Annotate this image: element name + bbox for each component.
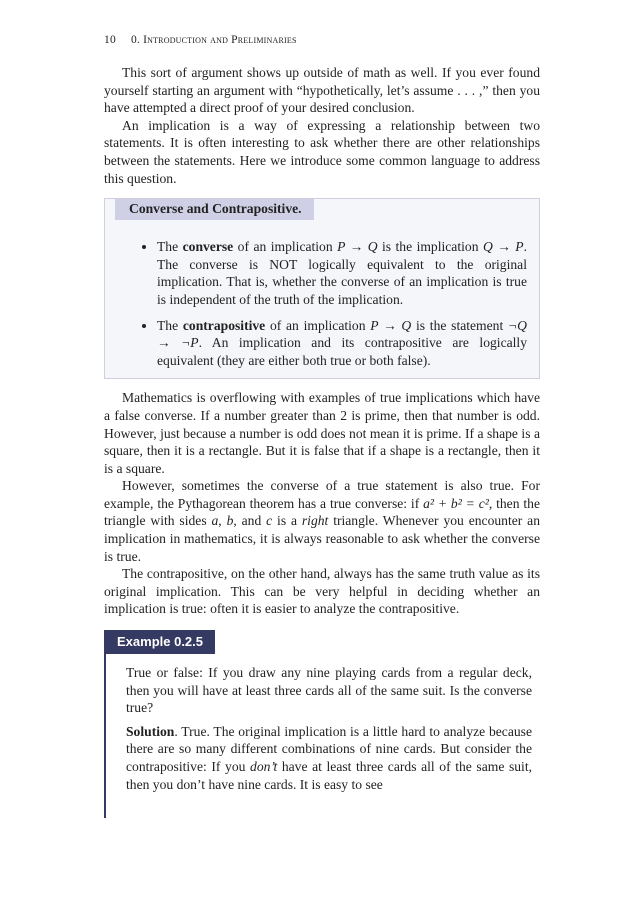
chapter-title: 0. Introduction and Preliminaries: [130, 34, 297, 46]
definition-item-contrapositive: [157, 317, 539, 370]
paragraph-3: Mathematics is overflowing with examples of true implications which have a false converse. If a number greater than 2 is prime, then that number is odd. However, just because a number is odd does not mean it is prime. If a shape is a square, then it is a rectangle. But it is false that if a shape is a rectangle, then it is a square.: [104, 390, 540, 476]
paragraph-2: An implication is a way of expressing a relationship between two statements. It is often interesting to ask whether there are other relationships between the statements. Here we introduce some common language to address this question.: [104, 117, 540, 186]
text: ,: [218, 513, 227, 529]
text: of an implication: [233, 239, 338, 255]
paragraph-5: The contrapositive, on the other hand, always has the same truth value as its original implication. This can be very helpful in deciding whether an implication is true: often it is easier to analyze the contrapositive.: [104, 566, 540, 617]
page-content: [104, 64, 540, 818]
text: . True. The original implication is a little hard to analyze because there are so many different combinations of nine cards. But consider the contrapositive: If you: [126, 723, 532, 774]
definition-item-converse: [157, 238, 539, 308]
definition-list: [105, 238, 539, 369]
example-question: True or false: If you draw any nine playing cards from a regular deck, then you will have at least three cards all of the same suit. Is the converse true?: [126, 665, 532, 716]
paragraph-4: [104, 477, 540, 565]
math: Q → P: [482, 239, 524, 255]
math: a: [211, 513, 219, 529]
text: , then the triangle with sides: [104, 495, 540, 529]
text: , and: [233, 513, 267, 529]
text: . An implication and its contrapositive are logically equivalent (they are either both true or both false).: [157, 335, 527, 368]
text: is the implication: [377, 239, 483, 255]
math: a² + b² = c²: [423, 495, 489, 511]
text: of an implication: [265, 317, 371, 333]
math: P → Q: [337, 239, 378, 255]
definition-box: [104, 198, 540, 379]
math: ¬Q → ¬P: [157, 317, 527, 351]
text: The: [157, 317, 183, 333]
paragraph-1: This sort of argument shows up outside of math as well. If you ever found yourself starting an argument with “hypothetically, let’s assume . . . ,” then you have attempted a direct proof of your desired conclusion.: [104, 65, 540, 116]
example-body: [104, 654, 540, 818]
example-solution: [126, 723, 532, 793]
text: triangle. Whenever you encounter an implication in mathematics, it is always reasonable to ask whether the converse is true.: [104, 513, 541, 564]
math: b: [226, 513, 234, 529]
page-number: 10: [104, 34, 116, 46]
emphasis: don’t: [250, 759, 278, 774]
text: is the statement: [411, 317, 508, 333]
math: c: [266, 513, 273, 529]
text: However, sometimes the converse of a true statement is also true. For example, the Pythagorean theorem has a true converse: if: [104, 478, 540, 511]
emphasis: right: [301, 513, 329, 529]
text: . The converse is NOT logically equivalent to the original implication. That is, whether the converse of an implication is true is independent of the truth of the implication.: [157, 239, 527, 307]
math: P → Q: [370, 317, 412, 333]
example-box: [104, 630, 540, 818]
text: have at least three cards all of the same suit, then you don’t have nine cards. It is easy to see: [126, 759, 532, 792]
text: is a: [272, 513, 302, 529]
solution-label: Solution: [126, 723, 175, 739]
page-header: [104, 34, 297, 46]
text: The: [157, 239, 183, 255]
definition-title: Converse and Contrapositive.: [115, 199, 314, 220]
example-label: Example 0.2.5: [104, 630, 215, 654]
term-converse: converse: [182, 239, 234, 255]
term-contrapositive: contrapositive: [182, 317, 266, 333]
